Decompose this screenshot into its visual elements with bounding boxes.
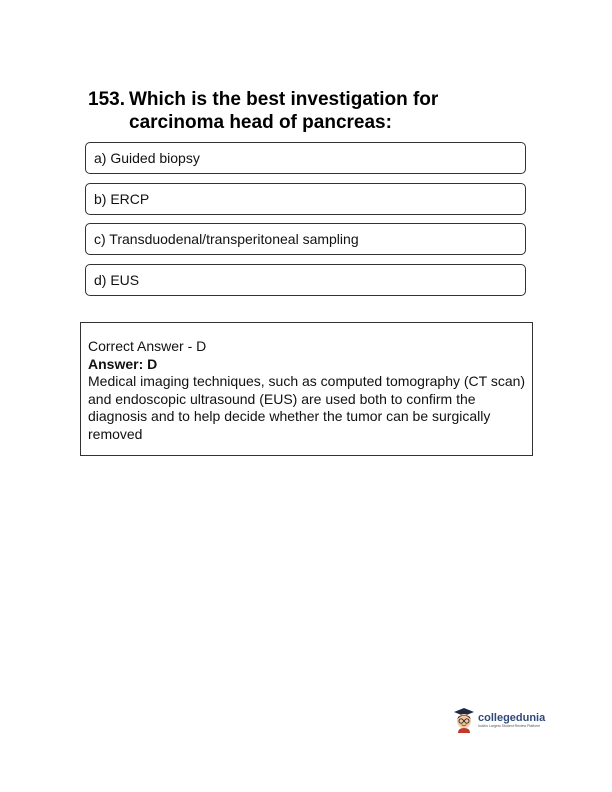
brand-tagline: India's Largest Student Review Platform xyxy=(478,723,541,728)
option-label: c) Transduodenal/transperitoneal sampling xyxy=(94,231,359,247)
option-b[interactable] xyxy=(85,183,526,215)
question-number: 153. xyxy=(88,89,125,110)
option-label: b) ERCP xyxy=(94,190,150,207)
option-label: a) Guided biopsy xyxy=(94,150,200,166)
question-heading xyxy=(88,88,528,134)
option-d[interactable] xyxy=(85,264,526,296)
option-c[interactable] xyxy=(85,223,526,255)
brand-name: collegedunia xyxy=(478,711,546,724)
option-a[interactable] xyxy=(85,142,526,174)
answer-explanation: Medical imaging techniques, such as computed tomography (CT scan) and endoscopic ultrasound (EUS) are used both to confirm the diagnosis and to help decide whether the tumor can be surgically removed xyxy=(88,373,526,442)
collegedunia-logo xyxy=(453,705,563,735)
answer-box xyxy=(80,322,533,456)
mascot-icon xyxy=(453,707,475,733)
brand-text xyxy=(478,712,545,729)
correct-answer-line: Correct Answer - D xyxy=(88,338,207,354)
answer-line: Answer: D xyxy=(88,355,158,372)
options-list xyxy=(85,142,526,304)
option-label: d) EUS xyxy=(94,271,140,288)
question-text: Which is the best investigation for carcinoma head of pancreas: xyxy=(129,89,439,133)
